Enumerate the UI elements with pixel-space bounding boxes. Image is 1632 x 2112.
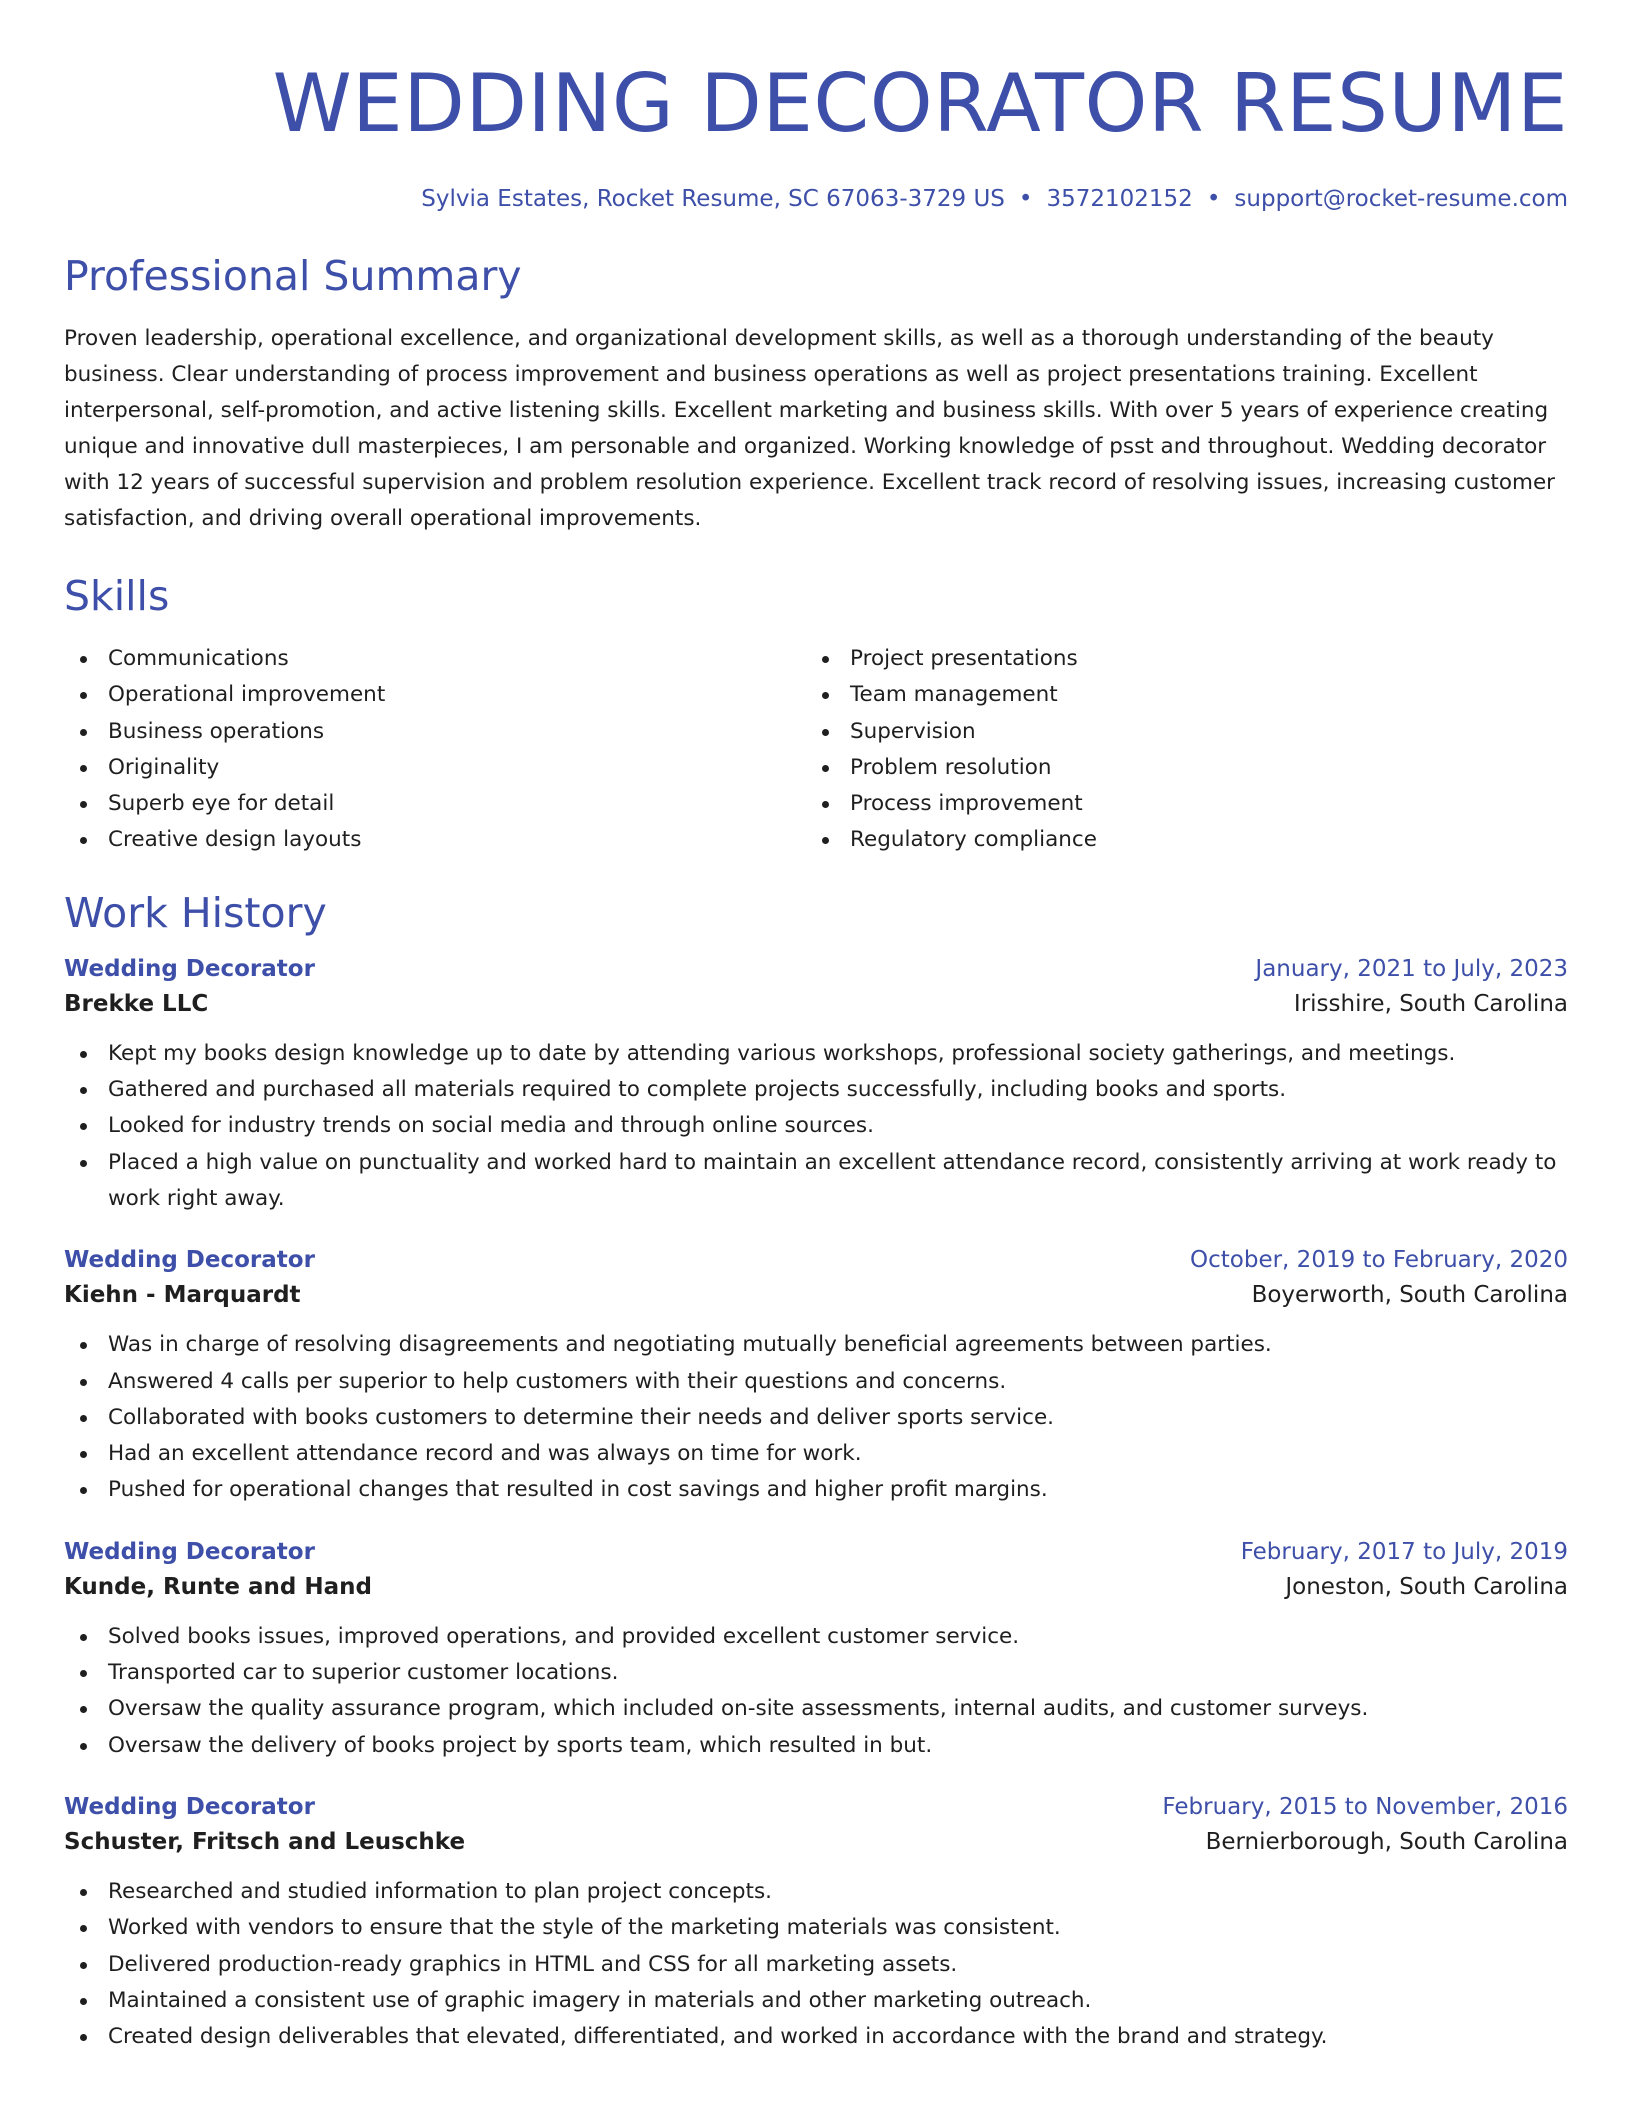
job-bullet: Worked with vendors to ensure that the style of the marketing materials was consistent. bbox=[64, 1910, 1568, 1946]
job-entry bbox=[64, 1243, 1568, 1508]
job-bullet: Delivered production-ready graphics in HTML and CSS for all marketing assets. bbox=[64, 1947, 1568, 1983]
contact-address: Sylvia Estates, Rocket Resume, SC 67063-3729 US bbox=[421, 186, 1005, 212]
job-bullet: Researched and studied information to plan project concepts. bbox=[64, 1874, 1568, 1910]
contact-phone: 3572102152 bbox=[1046, 186, 1193, 212]
job-bullet: Gathered and purchased all materials required to complete projects successfully, including books and sports. bbox=[64, 1072, 1568, 1108]
skills-list bbox=[64, 641, 1568, 859]
resume-title: WEDDING DECORATOR RESUME bbox=[272, 57, 1568, 150]
job-bullet: Kept my books design knowledge up to date by attending various workshops, professional society gatherings, and meetings. bbox=[64, 1036, 1568, 1072]
job-company: Kiehn - Marquardt bbox=[64, 1282, 301, 1309]
skill-item: Superb eye for detail bbox=[64, 786, 806, 822]
job-bullet: Answered 4 calls per superior to help customers with their questions and concerns. bbox=[64, 1364, 1568, 1400]
job-dates: February, 2015 to November, 2016 bbox=[1162, 1793, 1568, 1820]
job-bullet: Was in charge of resolving disagreements and negotiating mutually beneficial agreements between parties. bbox=[64, 1327, 1568, 1363]
job-location: Bernierborough, South Carolina bbox=[1205, 1828, 1568, 1855]
job-company: Kunde, Runte and Hand bbox=[64, 1573, 373, 1600]
skill-item: Communications bbox=[64, 641, 806, 677]
skill-item: Creative design layouts bbox=[64, 822, 806, 858]
skill-item: Team management bbox=[806, 677, 1548, 713]
resume-page bbox=[64, 0, 1568, 2055]
skills-heading: Skills bbox=[64, 572, 170, 620]
job-location: Joneston, South Carolina bbox=[1285, 1573, 1568, 1600]
job-bullets bbox=[64, 1327, 1568, 1508]
job-bullet: Maintained a consistent use of graphic imagery in materials and other marketing outreach. bbox=[64, 1983, 1568, 2019]
job-title: Wedding Decorator bbox=[64, 1247, 315, 1274]
summary-text: Proven leadership, operational excellence, and organizational development skills, as well as a thorough understanding of the beauty business. Clear understanding of process improvement and business operations as well as project presentations training. Excellent interpersonal, self-promotion, and active listening skills. Excellent marketing and business skills. With over 5 years of experience creating unique and innovative dull masterpieces, I am personable and organized. Working knowledge of psst and throughout. Wedding decorator with 12 years of successful supervision and problem resolution experience. Excellent track record of resolving issues, increasing customer satisfaction, and driving overall operational improvements. bbox=[64, 326, 1556, 531]
job-bullet: Had an excellent attendance record and was always on time for work. bbox=[64, 1436, 1568, 1472]
contact-line bbox=[64, 184, 1568, 214]
job-company-row bbox=[64, 1824, 1568, 1860]
skill-item: Supervision bbox=[806, 714, 1548, 750]
job-company-row bbox=[64, 1277, 1568, 1313]
work-history-heading: Work History bbox=[64, 888, 327, 937]
skill-item: Operational improvement bbox=[64, 677, 806, 713]
skills-column-left bbox=[64, 641, 806, 859]
skill-item: Business operations bbox=[64, 714, 806, 750]
job-title: Wedding Decorator bbox=[64, 955, 315, 982]
job-bullet: Created design deliverables that elevated, differentiated, and worked in accordance with the brand and strategy. bbox=[64, 2019, 1568, 2055]
job-bullets bbox=[64, 1619, 1568, 1764]
job-header-row bbox=[64, 1790, 1568, 1824]
skill-item: Problem resolution bbox=[806, 750, 1548, 786]
job-bullets bbox=[64, 1874, 1568, 2055]
job-location: Irisshire, South Carolina bbox=[1293, 990, 1568, 1017]
job-bullet: Collaborated with books customers to determine their needs and deliver sports service. bbox=[64, 1400, 1568, 1436]
skill-item: Originality bbox=[64, 750, 806, 786]
job-bullet: Solved books issues, improved operations, and provided excellent customer service. bbox=[64, 1619, 1568, 1655]
job-bullets bbox=[64, 1036, 1568, 1217]
job-company-row bbox=[64, 986, 1568, 1022]
job-company: Brekke LLC bbox=[64, 990, 209, 1017]
job-location: Boyerworth, South Carolina bbox=[1251, 1282, 1568, 1309]
job-entry bbox=[64, 1790, 1568, 2055]
job-dates: January, 2021 to July, 2023 bbox=[1255, 955, 1568, 982]
job-bullet: Pushed for operational changes that resulted in cost savings and higher profit margins. bbox=[64, 1472, 1568, 1508]
job-bullet: Oversaw the quality assurance program, which included on-site assessments, internal audits, and customer surveys. bbox=[64, 1691, 1568, 1727]
job-company-row bbox=[64, 1569, 1568, 1605]
skills-column-right bbox=[806, 641, 1548, 859]
job-bullet: Transported car to superior customer locations. bbox=[64, 1655, 1568, 1691]
summary-heading: Professional Summary bbox=[64, 252, 522, 300]
job-dates: October, 2019 to February, 2020 bbox=[1190, 1247, 1568, 1274]
job-bullet: Oversaw the delivery of books project by sports team, which resulted in but. bbox=[64, 1728, 1568, 1764]
job-bullet: Placed a high value on punctuality and worked hard to maintain an excellent attendance record, consistently arriving at work ready to work right away. bbox=[64, 1145, 1568, 1218]
job-entry bbox=[64, 1535, 1568, 1764]
job-header-row bbox=[64, 952, 1568, 986]
skill-item: Process improvement bbox=[806, 786, 1548, 822]
skill-item: Regulatory compliance bbox=[806, 822, 1548, 858]
job-bullet: Looked for industry trends on social media and through online sources. bbox=[64, 1108, 1568, 1144]
job-entry bbox=[64, 952, 1568, 1217]
job-header-row bbox=[64, 1535, 1568, 1569]
contact-separator: • bbox=[1206, 186, 1221, 212]
job-dates: February, 2017 to July, 2019 bbox=[1240, 1538, 1568, 1565]
job-company: Schuster, Fritsch and Leuschke bbox=[64, 1828, 466, 1855]
job-title: Wedding Decorator bbox=[64, 1793, 315, 1820]
job-title: Wedding Decorator bbox=[64, 1538, 315, 1565]
skill-item: Project presentations bbox=[806, 641, 1548, 677]
contact-email[interactable]: support@rocket-resume.com bbox=[1234, 186, 1568, 212]
job-header-row bbox=[64, 1243, 1568, 1277]
contact-separator: • bbox=[1018, 186, 1033, 212]
